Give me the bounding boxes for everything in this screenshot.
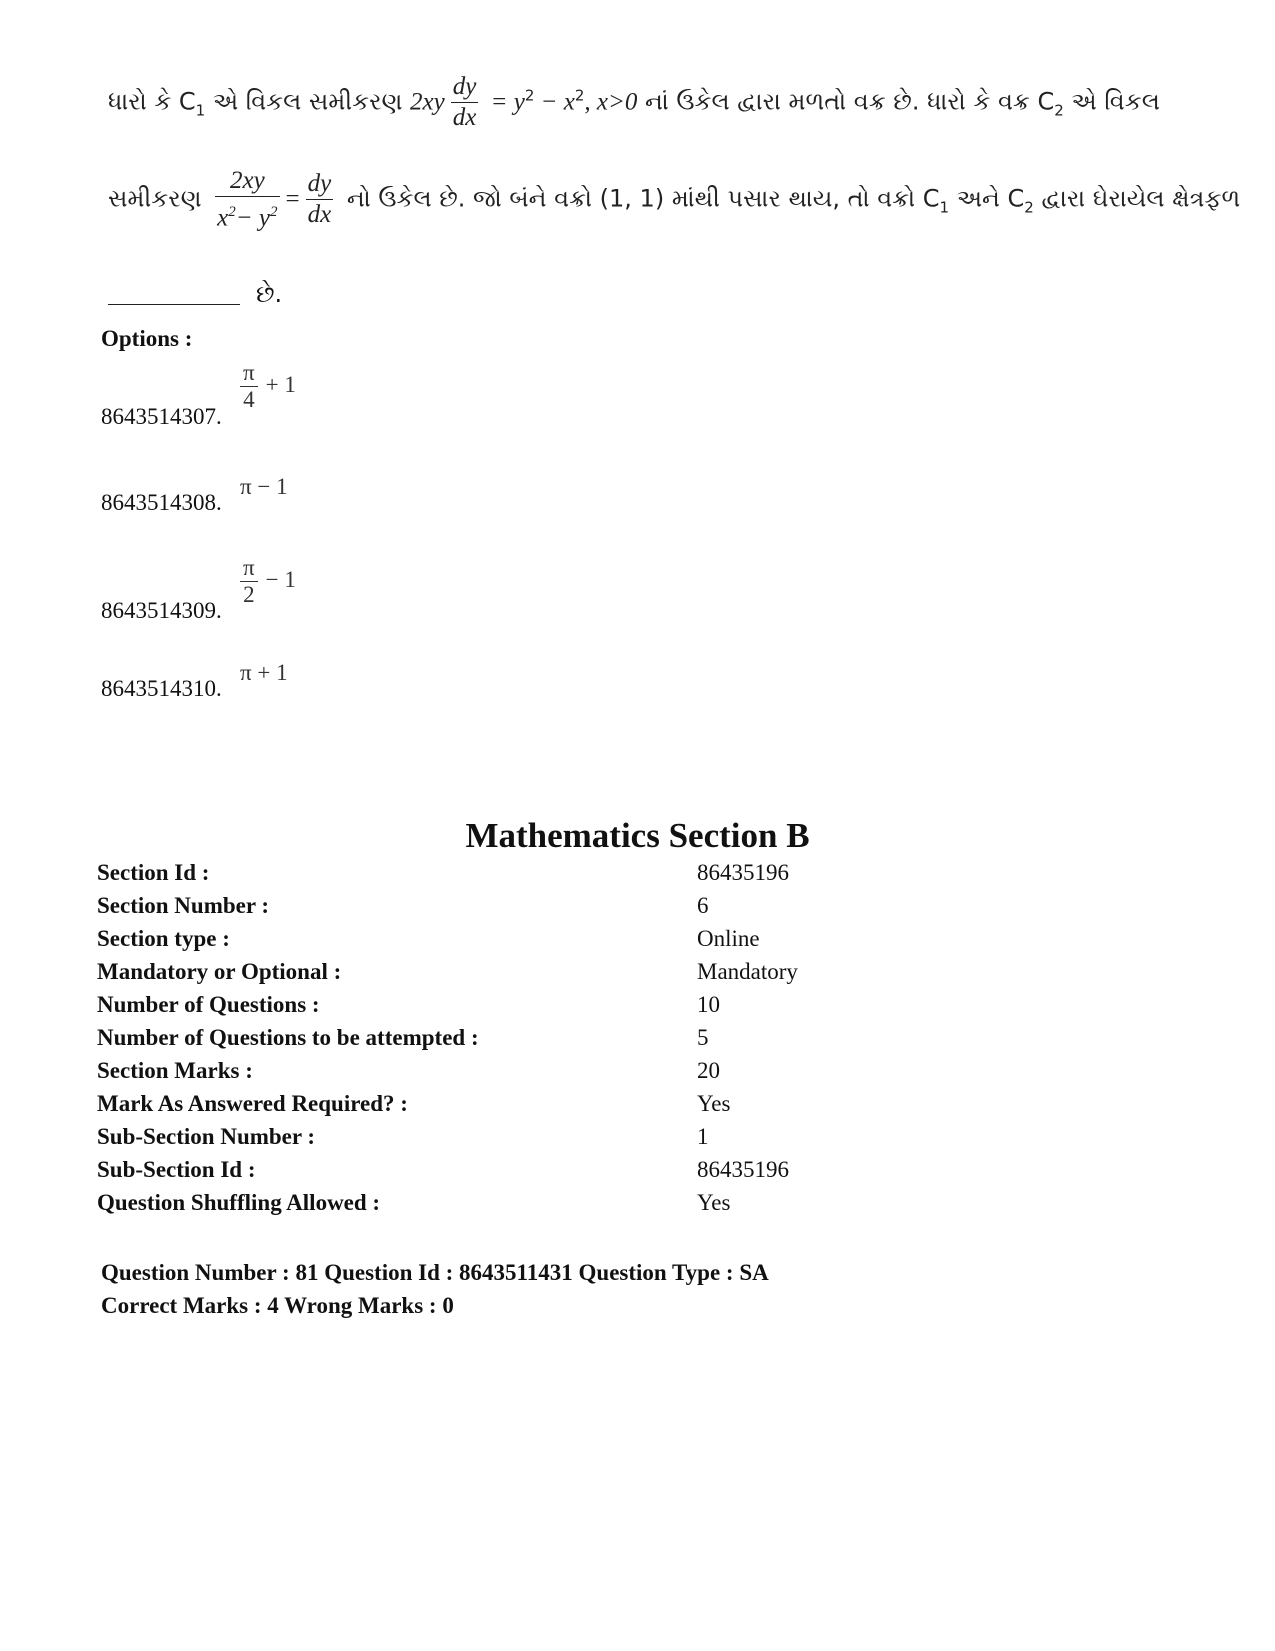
- subscript: 1: [195, 101, 206, 120]
- subscript: 1: [939, 198, 950, 217]
- question-line-1: [108, 72, 1160, 133]
- fraction-denominator: 2: [243, 582, 255, 607]
- info-value: 1: [697, 1124, 709, 1149]
- superscript: 2: [574, 86, 585, 105]
- info-label: Section Id :: [97, 860, 210, 885]
- section-info-row: [97, 959, 1197, 992]
- question-text: દ્વારા ઘેરાયેલ ક્ષેત્રફળ: [1033, 184, 1241, 213]
- info-label: Section type :: [97, 926, 230, 951]
- question-text: એ વિકલ: [1063, 87, 1160, 116]
- subscript: 2: [1024, 198, 1034, 217]
- fraction-numerator: 2xy: [215, 166, 279, 197]
- math-term: , x>0: [584, 88, 638, 116]
- subscript: 2: [1054, 101, 1064, 120]
- section-info-row: [97, 1124, 1197, 1157]
- fraction-denominator: dx: [452, 104, 477, 131]
- superscript: 2: [524, 86, 535, 105]
- question-text: નો ઉકેલ છે. જો બંને વક્રો (1, 1) માંથી પસાર થાય, તો વક્રો C: [339, 184, 940, 213]
- section-info-row: [97, 1025, 1197, 1058]
- fraction-numerator: π: [240, 555, 258, 582]
- info-value: 6: [697, 893, 709, 918]
- info-label: Sub-Section Number :: [97, 1124, 316, 1149]
- question-text: અને C: [949, 184, 1025, 213]
- superscript: 2: [270, 204, 278, 220]
- section-info-row: [97, 926, 1197, 959]
- question-text: ધારો કે C: [108, 87, 196, 116]
- info-value: 86435196: [697, 1157, 789, 1182]
- fraction-denominator: [215, 197, 279, 233]
- option-expression-rest: − 1: [265, 566, 296, 592]
- options-title: Options :: [101, 326, 193, 351]
- question-text: નાં ઉકેલ દ્વારા મળતો વક્ર છે. ધારો કે વક્ર C: [637, 87, 1055, 116]
- option-expression-rest: + 1: [265, 371, 296, 397]
- info-label: Section Number :: [97, 893, 270, 918]
- derivative-fraction: [451, 72, 479, 133]
- section-info-row: [97, 1091, 1197, 1124]
- info-label: Mandatory or Optional :: [97, 959, 342, 984]
- option-id: 8643514310.: [101, 676, 222, 701]
- info-label: Section Marks :: [97, 1058, 253, 1083]
- section-info-row: [97, 860, 1197, 893]
- blank-suffix-text: છે.: [256, 280, 283, 308]
- info-label: Sub-Section Id :: [97, 1157, 256, 1182]
- option-fraction: [240, 555, 258, 608]
- section-info-row: [97, 1157, 1197, 1190]
- question-marks-line: Correct Marks : 4 Wrong Marks : 0: [101, 1293, 454, 1318]
- equation-fraction-right: [306, 169, 334, 230]
- option-id: 8643514309.: [101, 598, 222, 623]
- section-info-row: [97, 893, 1197, 926]
- info-value: 20: [697, 1058, 720, 1083]
- equals-sign: =: [285, 185, 300, 213]
- fraction-numerator: dy: [306, 169, 334, 200]
- section-info-row: [97, 992, 1197, 1025]
- math-term: − y: [235, 204, 270, 232]
- option-expression: [240, 555, 296, 608]
- option-expression: π + 1: [240, 660, 288, 685]
- option-id: 8643514308.: [101, 490, 222, 515]
- section-info-row: [97, 1058, 1197, 1091]
- info-value: 10: [697, 992, 720, 1017]
- math-term: − x: [534, 88, 575, 116]
- info-value: 86435196: [697, 860, 789, 885]
- info-value: Mandatory: [697, 959, 798, 984]
- question-line-2: [108, 166, 1240, 233]
- section-title: Mathematics Section B: [465, 816, 810, 855]
- fraction-numerator: π: [240, 360, 258, 387]
- question-meta-line: Question Number : 81 Question Id : 8643511431 Question Type : SA: [101, 1260, 769, 1285]
- fraction-denominator: dx: [307, 201, 332, 229]
- superscript: 2: [228, 204, 236, 220]
- equation-fraction-left: [215, 166, 279, 233]
- info-label: Number of Questions to be attempted :: [97, 1025, 479, 1050]
- info-value: Online: [697, 926, 760, 951]
- question-text: એ વિકલ સમીકરણ: [205, 87, 411, 116]
- fraction-numerator: dy: [451, 72, 479, 103]
- option-fraction: [240, 360, 258, 413]
- answer-blank-line: [108, 304, 240, 305]
- question-text: સમીકરણ: [108, 184, 210, 213]
- math-term: 2xy: [410, 88, 445, 116]
- info-label: Number of Questions :: [97, 992, 320, 1017]
- math-term: = y: [484, 88, 525, 116]
- option-expression: [240, 360, 296, 413]
- info-label: Mark As Answered Required? :: [97, 1091, 408, 1116]
- info-value: 5: [697, 1025, 709, 1050]
- fraction-denominator: 4: [243, 387, 255, 412]
- option-expression: π − 1: [240, 474, 288, 499]
- info-value: Yes: [697, 1091, 731, 1116]
- math-term: x: [217, 204, 229, 232]
- info-label: Question Shuffling Allowed :: [97, 1190, 381, 1215]
- info-value: Yes: [697, 1190, 731, 1215]
- option-id: 8643514307.: [101, 404, 222, 429]
- section-info-row: [97, 1190, 1197, 1223]
